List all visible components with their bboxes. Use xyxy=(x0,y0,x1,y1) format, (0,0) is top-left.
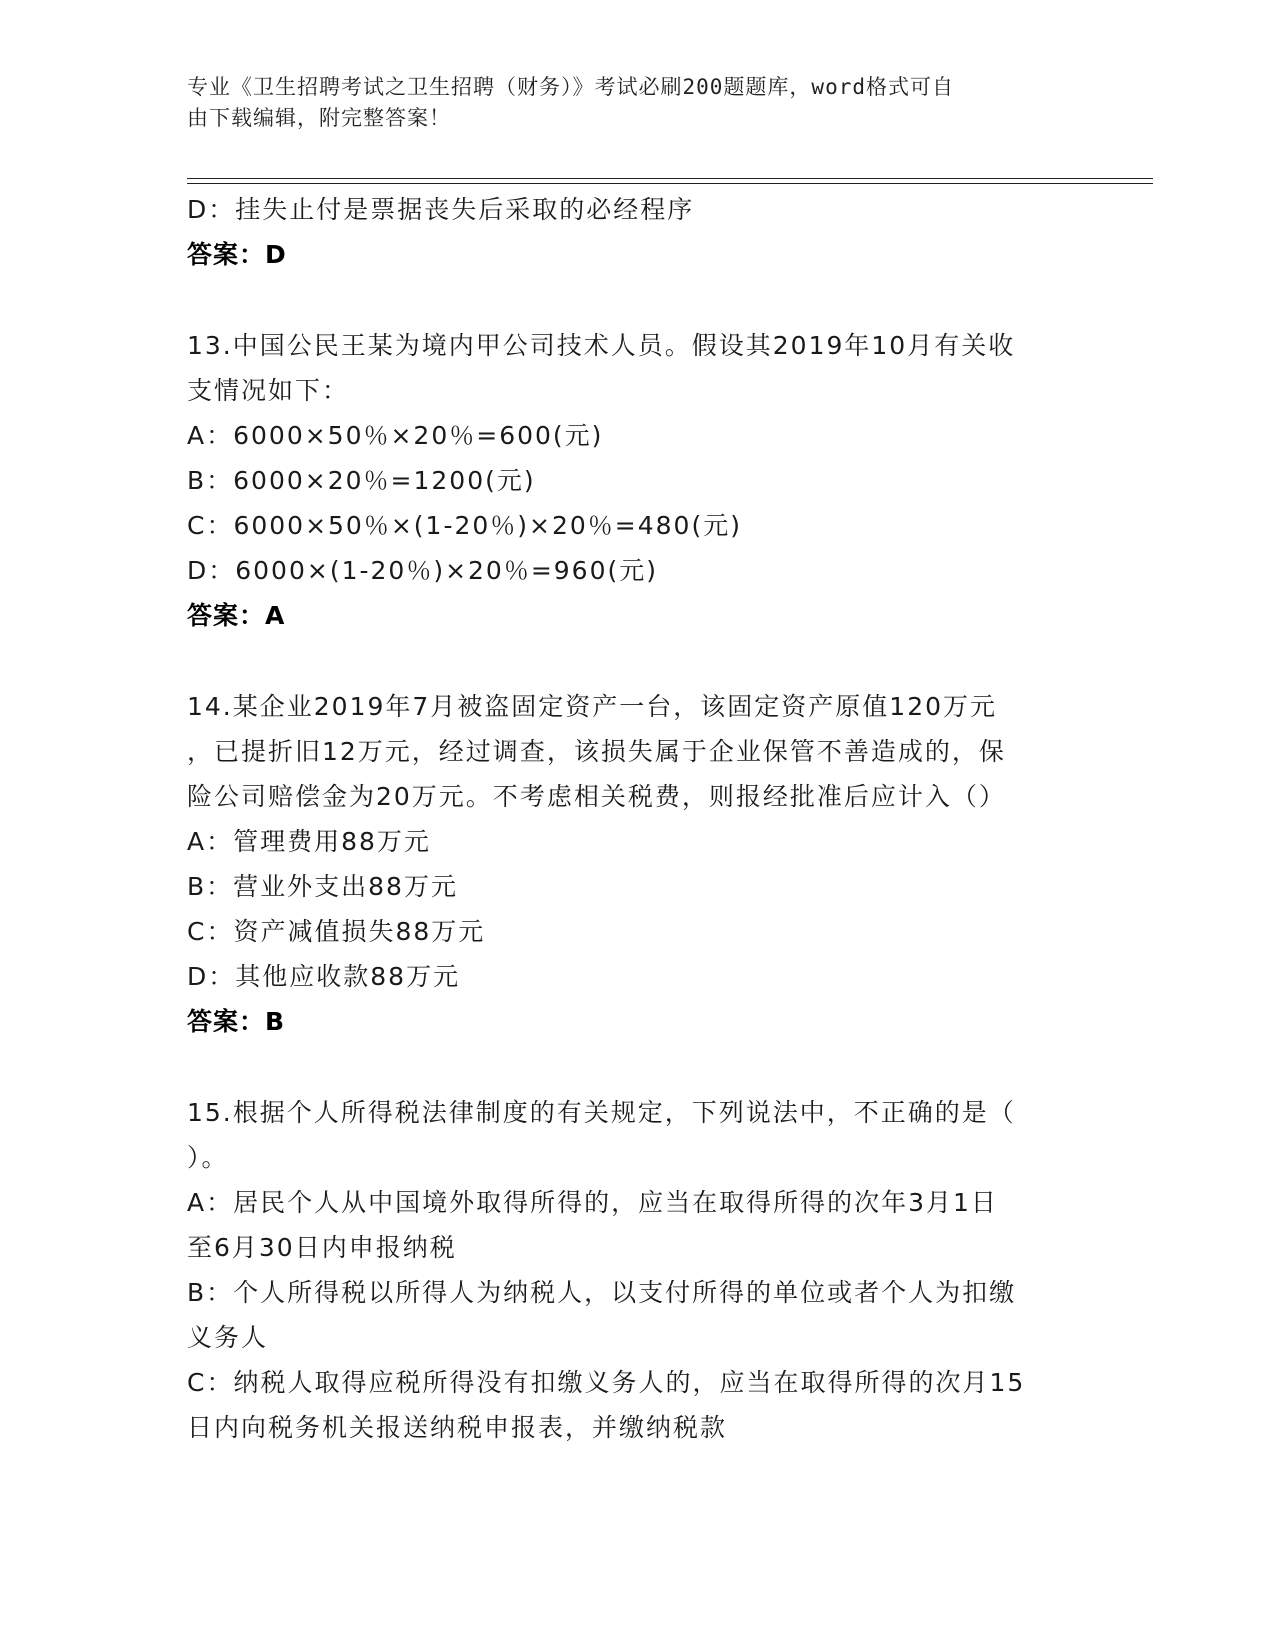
question-stem: 险公司赔偿金为20万元。不考虑相关税费，则报经批准后应计入（） xyxy=(187,782,1006,811)
question-15 xyxy=(187,1090,1087,1450)
question-14 xyxy=(187,684,1087,1044)
question-content xyxy=(187,187,1087,1450)
previous-question-tail xyxy=(187,187,1087,277)
option-c: C：6000×50％×(1-20％)×20％=480(元) xyxy=(187,511,742,540)
question-stem: ，已提折旧12万元，经过调查，该损失属于企业保管不善造成的，保 xyxy=(187,737,1006,766)
option-d: D：其他应收款88万元 xyxy=(187,962,461,991)
option-b: B：6000×20％=1200(元) xyxy=(187,466,536,495)
spacer xyxy=(187,277,1087,323)
document-header xyxy=(187,72,1067,134)
header-divider-bottom xyxy=(187,183,1153,184)
option-a: A：6000×50％×20％=600(元) xyxy=(187,421,604,450)
option-b: B：个人所得税以所得人为纳税人，以支付所得的单位或者个人为扣缴 xyxy=(187,1278,1017,1307)
option-a: A：管理费用88万元 xyxy=(187,827,431,856)
answer-line: 答案：D xyxy=(187,240,287,269)
question-stem: 13.中国公民王某为境内甲公司技术人员。假设其2019年10月有关收 xyxy=(187,331,1016,360)
option-b: B：营业外支出88万元 xyxy=(187,872,458,901)
option-c-continued: 日内向税务机关报送纳税申报表，并缴纳税款 xyxy=(187,1413,728,1442)
header-line-2: 由下载编辑，附完整答案！ xyxy=(187,106,451,130)
option-d: D：挂失止付是票据丧失后采取的必经程序 xyxy=(187,195,695,224)
spacer xyxy=(187,1044,1087,1090)
question-stem: 15.根据个人所得税法律制度的有关规定，下列说法中，不正确的是（ xyxy=(187,1098,1016,1127)
question-stem: 14.某企业2019年7月被盗固定资产一台，该固定资产原值120万元 xyxy=(187,692,998,721)
header-line-1: 专业《卫生招聘考试之卫生招聘（财务）》考试必刷200题题库，word格式可自 xyxy=(187,75,954,99)
question-stem: ）。 xyxy=(187,1143,229,1172)
option-c: C：纳税人取得应税所得没有扣缴义务人的，应当在取得所得的次月15 xyxy=(187,1368,1026,1397)
header-divider-top xyxy=(187,178,1153,179)
option-a-continued: 至6月30日内申报纳税 xyxy=(187,1233,457,1262)
question-stem: 支情况如下： xyxy=(187,376,350,405)
option-b-continued: 义务人 xyxy=(187,1323,269,1352)
spacer xyxy=(187,638,1087,684)
option-c: C：资产减值损失88万元 xyxy=(187,917,486,946)
option-a: A：居民个人从中国境外取得所得的，应当在取得所得的次年3月1日 xyxy=(187,1188,998,1217)
answer-line: 答案：B xyxy=(187,1007,286,1036)
option-d: D：6000×(1-20％)×20％=960(元) xyxy=(187,556,658,585)
question-13 xyxy=(187,323,1087,638)
answer-line: 答案：A xyxy=(187,601,286,630)
